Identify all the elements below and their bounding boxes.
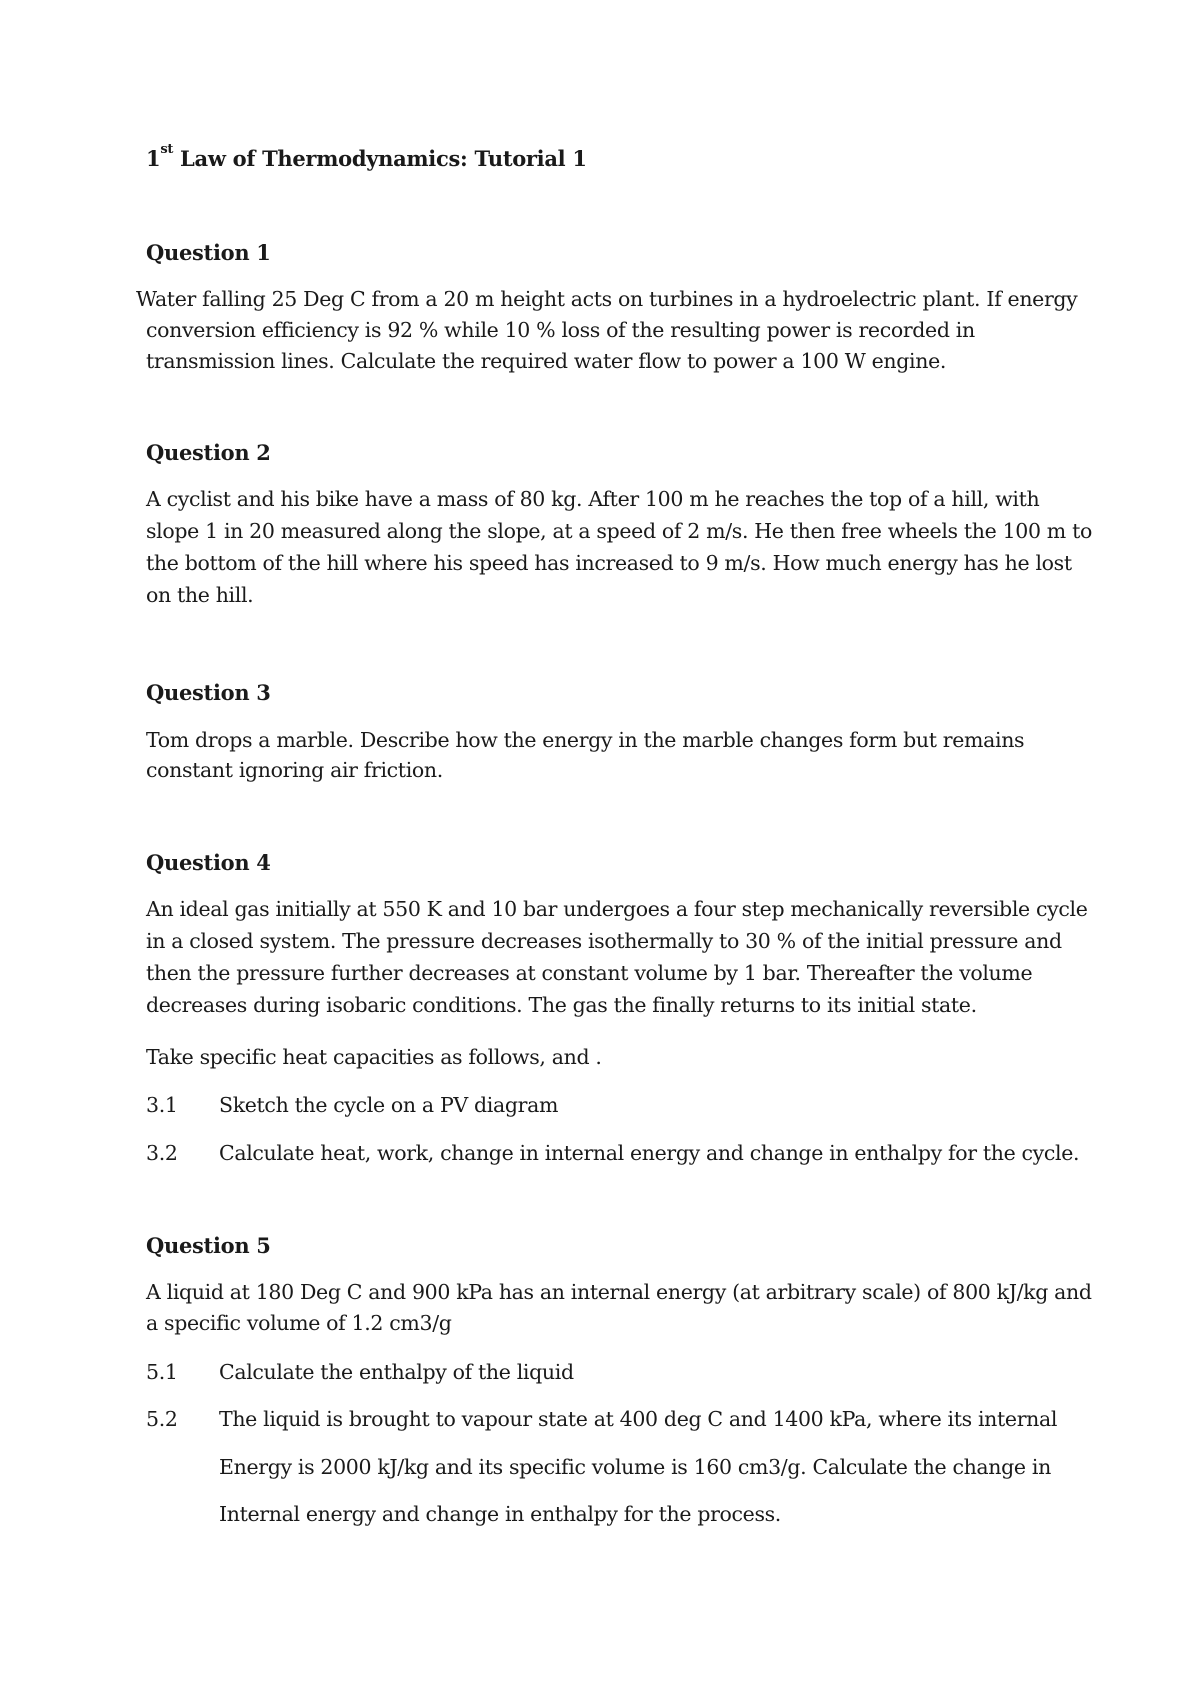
item-text: The liquid is brought to vapour state at 400 deg C and 1400 kPa, where its internal — [219, 1407, 1058, 1431]
question-5-item-2 — [146, 1403, 1057, 1435]
question-1-heading: Question 1 — [146, 240, 271, 265]
question-5-line-1: A liquid at 180 Deg C and 900 kPa has an internal energy (at arbitrary scale) of 800 kJ/kg and — [146, 1280, 1092, 1304]
question-2-heading: Question 2 — [146, 440, 271, 465]
question-2-line-4: on the hill. — [146, 583, 254, 607]
question-2-line-1: A cyclist and his bike have a mass of 80 kg. After 100 m he reaches the top of a hill, with — [146, 487, 1040, 511]
question-4-heading: Question 4 — [146, 850, 271, 875]
question-2-line-2: slope 1 in 20 measured along the slope, at a speed of 2 m/s. He then free wheels the 100 m to — [146, 519, 1092, 543]
item-text: Calculate heat, work, change in internal energy and change in enthalpy for the cycle. — [219, 1141, 1080, 1165]
question-4-item-1 — [146, 1089, 558, 1121]
item-number: 3.1 — [146, 1093, 178, 1117]
item-number: 5.1 — [146, 1360, 178, 1384]
item-number: 5.2 — [146, 1407, 178, 1431]
title-ordinal-number: 1 — [146, 146, 161, 171]
question-1-line-3: transmission lines. Calculate the required water flow to power a 100 W engine. — [146, 349, 947, 373]
question-3-line-2: constant ignoring air friction. — [146, 758, 443, 782]
question-4-line-3: then the pressure further decreases at constant volume by 1 bar. Thereafter the volume — [146, 961, 1033, 985]
question-4-item-2 — [146, 1137, 1079, 1169]
item-number: 3.2 — [146, 1141, 178, 1165]
question-4-note: Take specific heat capacities as follows, and . — [146, 1045, 602, 1069]
question-5-item-2-continuation-2: Internal energy and change in enthalpy for the process. — [219, 1502, 781, 1526]
page-title — [146, 142, 587, 171]
question-3-line-1: Tom drops a marble. Describe how the energy in the marble changes form but remains — [146, 728, 1025, 752]
title-ordinal-suffix: st — [160, 142, 174, 157]
question-4-line-1: An ideal gas initially at 550 K and 10 bar undergoes a four step mechanically reversible cycle — [146, 897, 1088, 921]
question-5-line-2: a specific volume of 1.2 cm3/g — [146, 1311, 452, 1335]
question-4-line-4: decreases during isobaric conditions. The gas the finally returns to its initial state. — [146, 993, 977, 1017]
question-1-line-2: conversion efficiency is 92 % while 10 % loss of the resulting power is recorded in — [146, 318, 975, 342]
item-text: Sketch the cycle on a PV diagram — [219, 1093, 559, 1117]
question-4-line-2: in a closed system. The pressure decreases isothermally to 30 % of the initial pressure and — [146, 929, 1062, 953]
question-3-heading: Question 3 — [146, 680, 271, 705]
item-text: Calculate the enthalpy of the liquid — [219, 1360, 574, 1384]
question-2-line-3: the bottom of the hill where his speed has increased to 9 m/s. How much energy has he lost — [146, 551, 1072, 575]
question-5-item-2-continuation-1: Energy is 2000 kJ/kg and its specific volume is 160 cm3/g. Calculate the change in — [219, 1455, 1051, 1479]
question-1-line-1: Water falling 25 Deg C from a 20 m height acts on turbines in a hydroelectric plant. If energy — [136, 287, 1078, 311]
title-text: Law of Thermodynamics: Tutorial 1 — [173, 146, 587, 171]
question-5-item-1 — [146, 1356, 574, 1388]
question-5-heading: Question 5 — [146, 1233, 271, 1258]
